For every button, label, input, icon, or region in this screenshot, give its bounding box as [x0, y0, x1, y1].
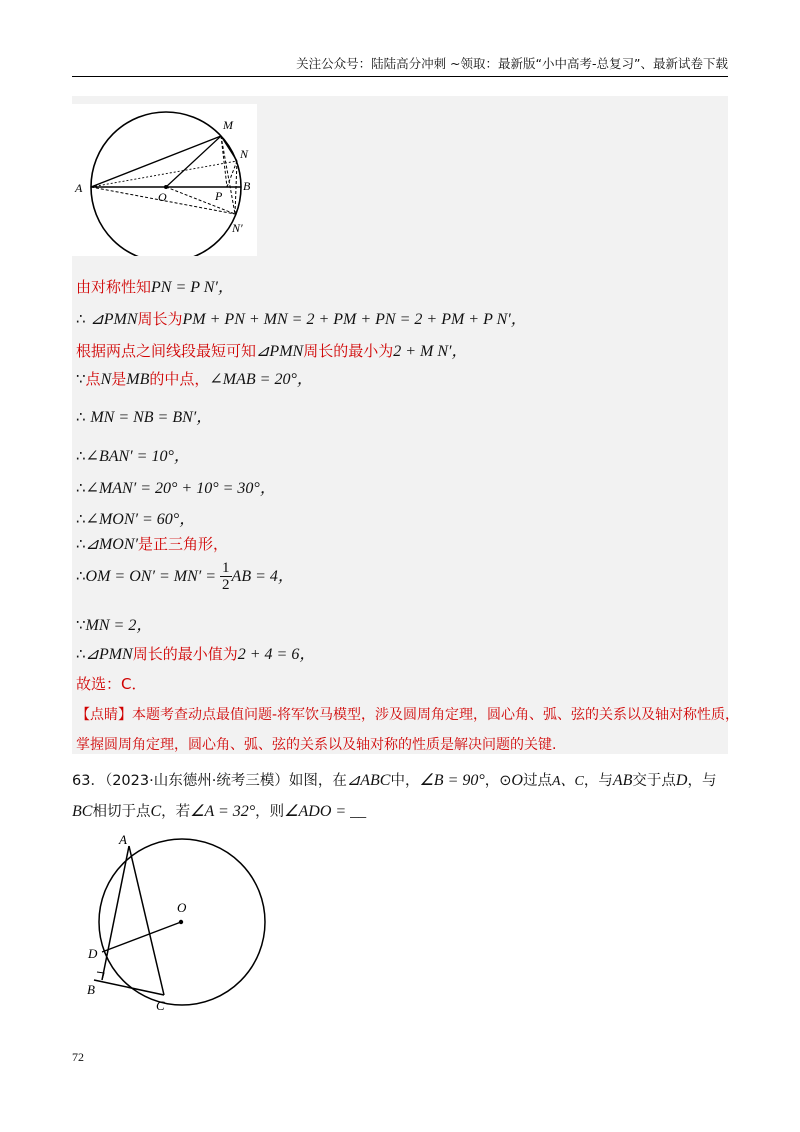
tip-line-2: 掌握圆周角定理，圆心角、弧、弦的关系以及轴对称的性质是解决问题的关键. [76, 737, 557, 753]
question-63 [72, 766, 728, 827]
solution-line-3: 根据两点之间线段最短可知⊿PMN周长的最小为2 + M N′， [76, 342, 468, 360]
label-O: O [177, 900, 187, 915]
page-number: 72 [72, 1050, 84, 1064]
solution-line-5: ∴ MN = NB = BN′， [76, 408, 213, 426]
label-A: A [75, 181, 83, 195]
circle-figure-1 [72, 104, 257, 256]
fraction-one-half: $\frac{1}{2}$ [222, 560, 230, 593]
label-C: C [156, 998, 165, 1013]
label-B: B [243, 179, 251, 193]
header-text: 关注公众号：陆陆高分冲刺 ~领取：最新版“小中高考-总复习”、最新试卷下载 [296, 56, 728, 71]
solution-line-1: 由对称性知PN = P N′， [76, 278, 234, 296]
solution-line-13: 故选：C． [76, 675, 147, 693]
solution-line-2: ∴ ⊿PMN周长为PM + PN + MN = 2 + PM + PN = 2 + PM + P N′， [76, 310, 527, 328]
circle-figure-2 [84, 830, 269, 1018]
label-M: M [223, 118, 233, 132]
solution-line-8: ∴∠MON′ = 60°， [76, 510, 196, 528]
solution-line-4: ∵点N是MB的中点，∠MAB = 20°， [76, 370, 313, 388]
label-N: N [240, 147, 249, 161]
label-N-prime: N′ [232, 221, 243, 235]
triangle-circle-svg [84, 830, 269, 1018]
tip-line-1: 【点睛】本题考查动点最值问题-将军饮马模型，涉及圆周角定理，圆心角、弧、弦的关系以及轴对称性质， [76, 707, 740, 723]
solution-block [72, 96, 740, 754]
label-P: P [215, 189, 223, 203]
solution-line-12: ∴⊿PMN周长的最小值为2 + 4 = 6， [76, 645, 316, 663]
solution-line-7: ∴∠MAN′ = 20° + 10° = 30°， [76, 479, 276, 497]
solution-line-10: ∴OM = ON′ = MN′ = $\frac{1}{2}$ AB = 4， [76, 560, 294, 593]
solution-line-9: ∴⊿MON′是正三角形， [76, 535, 229, 553]
circle-diagram-svg [72, 104, 257, 256]
solution-line-6: ∴∠BAN′ = 10°， [76, 447, 190, 465]
page-header [72, 54, 728, 77]
label-A: A [119, 832, 127, 847]
question-63-line-1: 63．（2023·山东德州·统考三模）如图，在⊿ABC中，∠B = 90°，⊙O过点A、C，与AB交于点D，与 [72, 772, 717, 789]
label-B: B [87, 982, 95, 997]
label-D: D [88, 946, 98, 961]
question-63-line-2: BC相切于点C，若∠A = 32°，则∠ADO = __ [72, 803, 367, 820]
label-O: O [158, 190, 167, 204]
solution-line-11: ∵MN = 2， [76, 616, 153, 634]
